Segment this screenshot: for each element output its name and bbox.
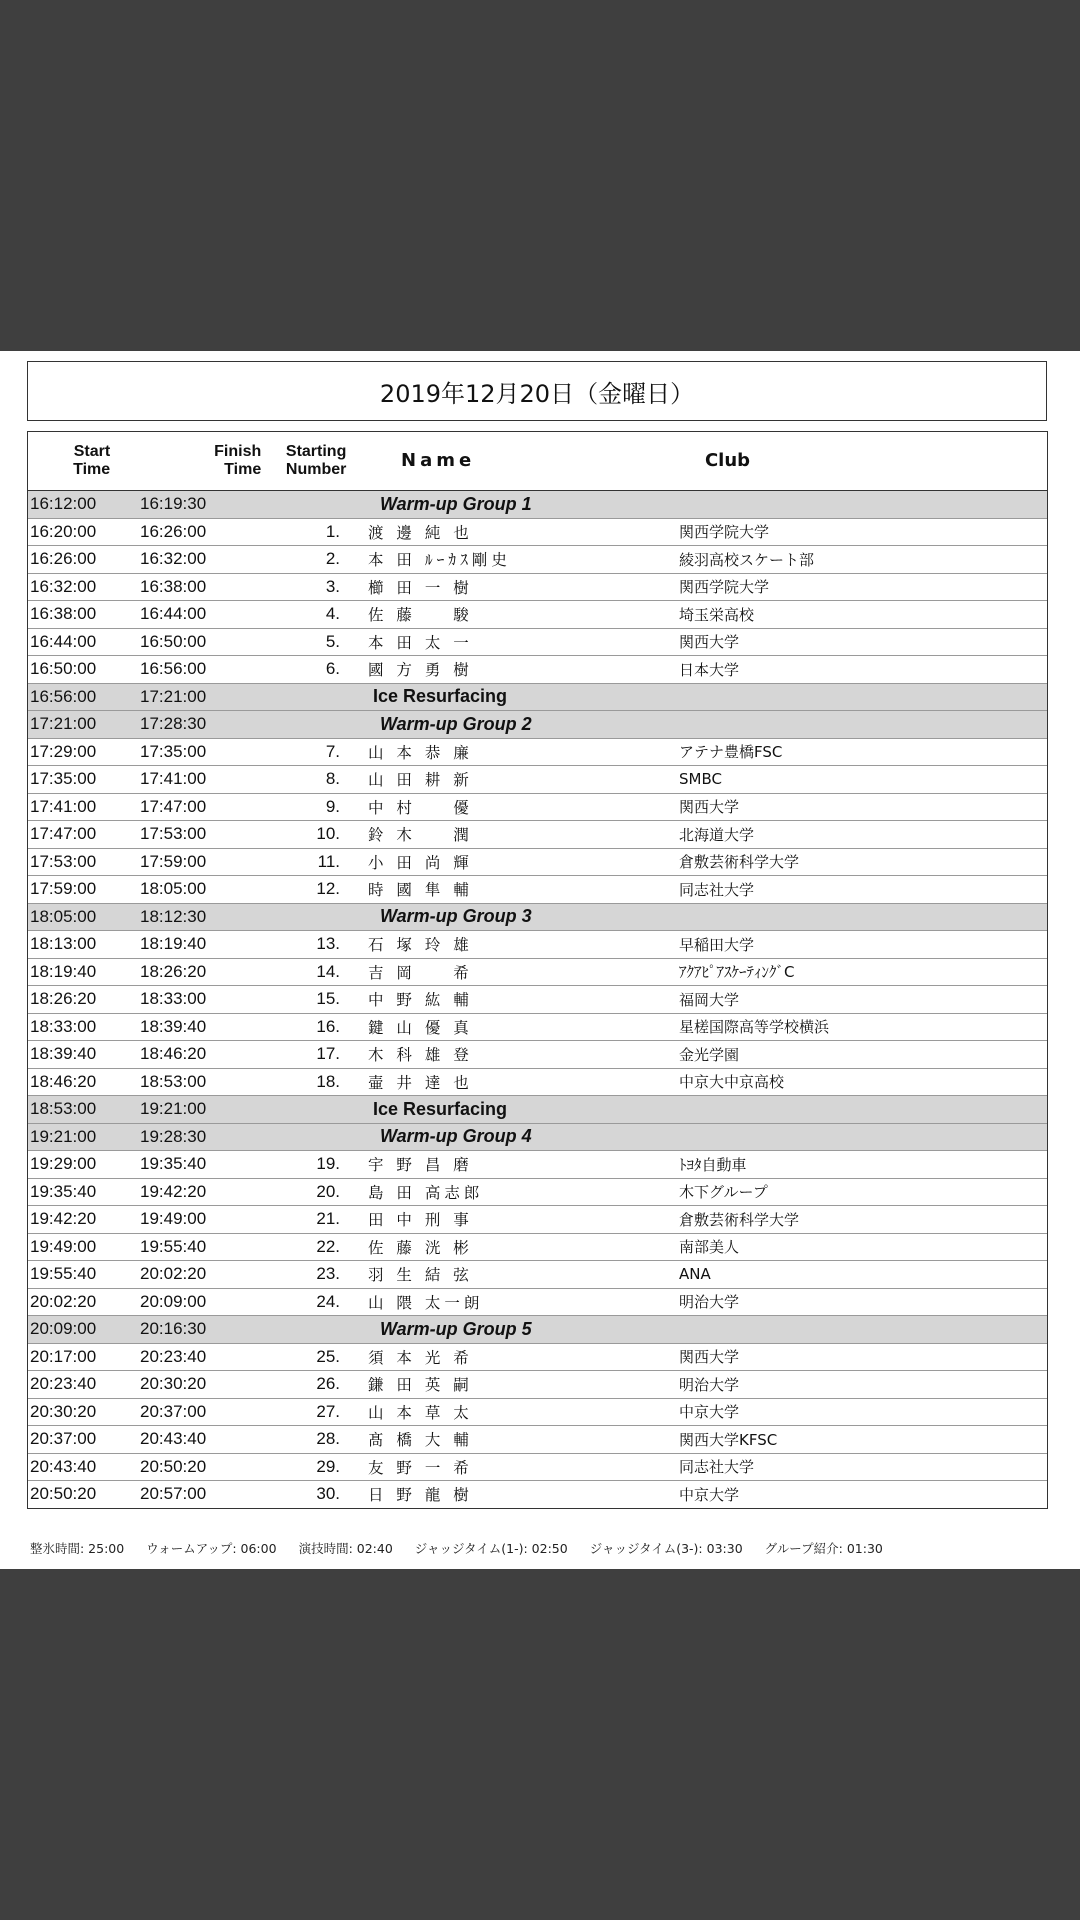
start-time: 18:13:00: [30, 934, 97, 954]
finish-time: 17:35:00: [140, 741, 207, 761]
table-row: [28, 820, 1047, 848]
header-finish-time: Finish Time: [214, 443, 262, 478]
table-row: [28, 1150, 1047, 1178]
start-time: 20:50:20: [30, 1484, 97, 1504]
start-time: 17:35:00: [30, 769, 97, 789]
club-name: 星槎国際高等学校横浜: [679, 1018, 830, 1037]
start-time: 16:20:00: [30, 521, 97, 541]
starting-number: 30.: [316, 1484, 340, 1504]
header-name: Name: [401, 452, 476, 470]
club-name: 南部美人: [679, 1238, 740, 1257]
table-body: [28, 491, 1047, 1508]
skater-name: 山 隈 太一朗: [368, 1293, 484, 1312]
start-time: 16:26:00: [30, 549, 97, 569]
finish-time: 20:02:20: [140, 1264, 207, 1284]
club-name: 中京大学: [679, 1403, 740, 1422]
club-name: 同志社大学: [679, 880, 755, 899]
finish-time: 20:57:00: [140, 1484, 207, 1504]
club-name: 関西大学: [679, 1348, 740, 1367]
table-row-event: [28, 710, 1047, 738]
table-row: [28, 958, 1047, 986]
finish-time: 17:28:30: [140, 714, 207, 734]
table-row-event: [28, 491, 1047, 518]
table-row: [28, 1013, 1047, 1041]
start-time: 16:44:00: [30, 631, 97, 651]
table-row: [28, 655, 1047, 683]
starting-number: 21.: [316, 1209, 340, 1229]
schedule-table: [27, 431, 1048, 1509]
start-time: 18:19:40: [30, 961, 97, 981]
skater-name: 渡 邊 純 也: [368, 523, 473, 542]
start-time: 18:39:40: [30, 1044, 97, 1064]
finish-time: 17:47:00: [140, 796, 207, 816]
start-time: 20:23:40: [30, 1374, 97, 1394]
table-row: [28, 1480, 1047, 1508]
table-row: [28, 875, 1047, 903]
skater-name: 本 田 太 一: [368, 633, 473, 652]
event-label: Warm-up Group 2: [380, 713, 532, 734]
timing-footer: [30, 1539, 883, 1557]
club-name: ｱｸｱﾋﾟｱｽｹｰﾃｨﾝｸﾞC: [679, 963, 795, 982]
starting-number: 2.: [325, 549, 340, 569]
start-time: 16:50:00: [30, 659, 97, 679]
skater-name: 山 本 草 太: [368, 1403, 473, 1422]
start-time: 16:56:00: [30, 686, 97, 706]
starting-number: 11.: [317, 851, 340, 871]
start-time: 20:17:00: [30, 1346, 97, 1366]
table-row: [28, 1040, 1047, 1068]
skater-name: 田 中 刑 事: [368, 1211, 473, 1230]
club-name: 北海道大学: [679, 825, 755, 844]
page-title: 2019年12月20日（金曜日）: [27, 361, 1047, 421]
skater-name: 友 野 一 希: [368, 1458, 473, 1477]
event-label: Warm-up Group 5: [380, 1318, 532, 1339]
table-row-event: [28, 903, 1047, 931]
start-time: 20:30:20: [30, 1401, 97, 1421]
starting-number: 22.: [316, 1236, 340, 1256]
finish-time: 16:32:00: [140, 549, 207, 569]
table-row: [28, 1453, 1047, 1481]
skater-name: 小 田 尚 輝: [368, 853, 473, 872]
start-time: 16:32:00: [30, 576, 97, 596]
starting-number: 6.: [325, 659, 340, 679]
club-name: 関西学院大学: [679, 578, 770, 597]
start-time: 18:53:00: [30, 1099, 97, 1119]
table-row-event: [28, 1123, 1047, 1151]
start-time: 17:41:00: [30, 796, 97, 816]
finish-time: 19:21:00: [140, 1099, 207, 1119]
table-row: [28, 930, 1047, 958]
table-header: [28, 432, 1047, 491]
starting-number: 29.: [316, 1456, 340, 1476]
finish-time: 20:37:00: [140, 1401, 207, 1421]
header-starting-number: Starting Number: [285, 443, 347, 478]
club-name: 金光学園: [679, 1045, 740, 1064]
table-row: [28, 765, 1047, 793]
starting-number: 14.: [316, 961, 340, 981]
skater-name: 吉 岡 希: [368, 963, 473, 982]
skater-name: 中 村 優: [368, 798, 473, 817]
start-time: 19:55:40: [30, 1264, 97, 1284]
table-row: [28, 1370, 1047, 1398]
starting-number: 4.: [325, 604, 340, 624]
event-label: Ice Resurfacing: [373, 686, 508, 707]
skater-name: 櫛 田 一 樹: [368, 578, 473, 597]
starting-number: 10.: [316, 824, 340, 844]
skater-name: 佐 藤 洸 彬: [368, 1238, 473, 1257]
starting-number: 17.: [316, 1044, 340, 1064]
finish-time: 16:38:00: [140, 576, 207, 596]
club-name: 倉敷芸術科学大学: [679, 853, 800, 872]
starting-number: 12.: [316, 879, 340, 899]
club-name: 埼玉栄高校: [679, 605, 755, 624]
table-row: [28, 1260, 1047, 1288]
skater-name: 島 田 高志郎: [368, 1183, 484, 1202]
finish-time: 18:12:30: [140, 906, 207, 926]
table-row: [28, 1233, 1047, 1261]
finish-time: 18:05:00: [140, 879, 207, 899]
finish-time: 18:19:40: [140, 934, 207, 954]
club-name: 早稲田大学: [679, 935, 755, 954]
finish-time: 19:42:20: [140, 1181, 207, 1201]
starting-number: 1.: [325, 521, 340, 541]
finish-time: 16:19:30: [140, 494, 207, 514]
table-row: [28, 1068, 1047, 1096]
table-row: [28, 848, 1047, 876]
finish-time: 17:21:00: [140, 686, 207, 706]
finish-time: 18:26:20: [140, 961, 207, 981]
skater-name: 壷 井 達 也: [368, 1073, 473, 1092]
skater-name: 時 國 隼 輔: [368, 881, 473, 900]
table-row: [28, 1288, 1047, 1316]
club-name: 関西大学KFSC: [679, 1430, 778, 1449]
finish-time: 19:55:40: [140, 1236, 207, 1256]
starting-number: 7.: [325, 741, 340, 761]
starting-number: 8.: [325, 769, 340, 789]
finish-time: 16:50:00: [140, 631, 207, 651]
skater-name: 日 野 龍 樹: [368, 1486, 473, 1505]
table-row-event: [28, 683, 1047, 711]
start-time: 19:49:00: [30, 1236, 97, 1256]
club-name: 明治大学: [679, 1293, 740, 1312]
header-club: Club: [704, 452, 751, 470]
starting-number: 23.: [316, 1264, 340, 1284]
skater-name: 山 本 恭 廉: [368, 743, 473, 762]
start-time: 19:42:20: [30, 1209, 97, 1229]
start-time: 18:26:20: [30, 989, 97, 1009]
event-label: Warm-up Group 4: [380, 1126, 532, 1147]
club-name: 木下グループ: [679, 1183, 768, 1202]
finish-time: 17:53:00: [140, 824, 207, 844]
start-time: 20:37:00: [30, 1429, 97, 1449]
club-name: 関西大学: [679, 633, 740, 652]
skater-name: 石 塚 玲 雄: [368, 936, 473, 955]
start-time: 18:05:00: [30, 906, 97, 926]
table-row: [28, 738, 1047, 766]
start-time: 17:59:00: [30, 879, 97, 899]
starting-number: 19.: [316, 1154, 340, 1174]
skater-name: 國 方 勇 樹: [368, 661, 473, 680]
table-row: [28, 1343, 1047, 1371]
table-row: [28, 1398, 1047, 1426]
finish-time: 20:43:40: [140, 1429, 207, 1449]
finish-time: 17:41:00: [140, 769, 207, 789]
footer-item: ウォームアップ: 06:00: [146, 1541, 277, 1556]
table-row: [28, 985, 1047, 1013]
finish-time: 20:23:40: [140, 1346, 207, 1366]
header-start-time: Start Time: [73, 443, 111, 478]
club-name: 関西学院大学: [679, 523, 770, 542]
starting-number: 25.: [316, 1346, 340, 1366]
club-name: 中京大中京高校: [679, 1073, 785, 1092]
starting-number: 26.: [316, 1374, 340, 1394]
document-page: [0, 351, 1080, 1569]
start-time: 17:29:00: [30, 741, 97, 761]
footer-item: ジャッジタイム(3-): 03:30: [589, 1541, 743, 1556]
starting-number: 28.: [316, 1429, 340, 1449]
start-time: 17:47:00: [30, 824, 97, 844]
start-time: 17:53:00: [30, 851, 97, 871]
starting-number: 13.: [316, 934, 340, 954]
start-time: 16:12:00: [30, 494, 97, 514]
start-time: 20:09:00: [30, 1319, 97, 1339]
table-row: [28, 518, 1047, 546]
starting-number: 16.: [316, 1016, 340, 1036]
skater-name: 本 田 ﾙｰｶｽ剛史: [368, 551, 511, 570]
table-row: [28, 573, 1047, 601]
club-name: ANA: [679, 1265, 711, 1284]
start-time: 16:38:00: [30, 604, 97, 624]
starting-number: 3.: [325, 576, 340, 596]
club-name: 綾羽高校スケート部: [679, 550, 815, 569]
start-time: 19:21:00: [30, 1126, 97, 1146]
skater-name: 鈴 木 潤: [368, 826, 473, 845]
finish-time: 19:35:40: [140, 1154, 207, 1174]
footer-item: ジャッジタイム(1-): 02:50: [414, 1541, 568, 1556]
start-time: 20:43:40: [30, 1456, 97, 1476]
start-time: 20:02:20: [30, 1291, 97, 1311]
club-name: 倉敷芸術科学大学: [679, 1210, 800, 1229]
start-time: 19:35:40: [30, 1181, 97, 1201]
footer-item: グループ紹介: 01:30: [764, 1541, 883, 1556]
skater-name: 鎌 田 英 嗣: [368, 1376, 473, 1395]
start-time: 19:29:00: [30, 1154, 97, 1174]
finish-time: 18:33:00: [140, 989, 207, 1009]
skater-name: 須 本 光 希: [368, 1348, 473, 1367]
starting-number: 15.: [316, 989, 340, 1009]
starting-number: 18.: [316, 1071, 340, 1091]
start-time: 18:46:20: [30, 1071, 97, 1091]
club-name: 同志社大学: [679, 1458, 755, 1477]
finish-time: 16:26:00: [140, 521, 207, 541]
skater-name: 鍵 山 優 真: [368, 1018, 473, 1037]
skater-name: 木 科 雄 登: [368, 1046, 473, 1065]
starting-number: 5.: [325, 631, 340, 651]
finish-time: 20:50:20: [140, 1456, 207, 1476]
table-row: [28, 1178, 1047, 1206]
skater-name: 中 野 紘 輔: [368, 991, 473, 1010]
table-row: [28, 628, 1047, 656]
finish-time: 16:44:00: [140, 604, 207, 624]
finish-time: 20:09:00: [140, 1291, 207, 1311]
club-name: 中京大学: [679, 1485, 740, 1504]
finish-time: 20:30:20: [140, 1374, 207, 1394]
starting-number: 24.: [316, 1291, 340, 1311]
starting-number: 9.: [325, 796, 340, 816]
starting-number: 20.: [316, 1181, 340, 1201]
table-row-event: [28, 1095, 1047, 1123]
finish-time: 17:59:00: [140, 851, 207, 871]
footer-item: 整氷時間: 25:00: [30, 1541, 125, 1556]
event-label: Warm-up Group 3: [380, 906, 532, 927]
starting-number: 27.: [316, 1401, 340, 1421]
finish-time: 18:39:40: [140, 1016, 207, 1036]
skater-name: 宇 野 昌 磨: [368, 1156, 473, 1175]
start-time: 18:33:00: [30, 1016, 97, 1036]
skater-name: 佐 藤 駿: [368, 606, 473, 625]
skater-name: 羽 生 結 弦: [368, 1266, 473, 1285]
footer-item: 演技時間: 02:40: [298, 1541, 393, 1556]
skater-name: 山 田 耕 新: [368, 771, 473, 790]
finish-time: 18:53:00: [140, 1071, 207, 1091]
event-label: Ice Resurfacing: [373, 1098, 508, 1119]
event-label: Warm-up Group 1: [380, 493, 532, 514]
finish-time: 16:56:00: [140, 659, 207, 679]
table-row: [28, 1425, 1047, 1453]
finish-time: 19:28:30: [140, 1126, 207, 1146]
table-row: [28, 1205, 1047, 1233]
table-row: [28, 600, 1047, 628]
table-row: [28, 793, 1047, 821]
club-name: SMBC: [679, 770, 722, 789]
table-row-event: [28, 1315, 1047, 1343]
club-name: 関西大学: [679, 798, 740, 817]
club-name: ﾄﾖﾀ自動車: [679, 1155, 747, 1174]
club-name: 明治大学: [679, 1375, 740, 1394]
start-time: 17:21:00: [30, 714, 97, 734]
table-row: [28, 545, 1047, 573]
club-name: 福岡大学: [679, 990, 740, 1009]
club-name: 日本大学: [679, 660, 740, 679]
skater-name: 髙 橋 大 輔: [368, 1431, 473, 1450]
finish-time: 19:49:00: [140, 1209, 207, 1229]
finish-time: 18:46:20: [140, 1044, 207, 1064]
club-name: アテナ豊橋FSC: [679, 743, 783, 762]
finish-time: 20:16:30: [140, 1319, 207, 1339]
